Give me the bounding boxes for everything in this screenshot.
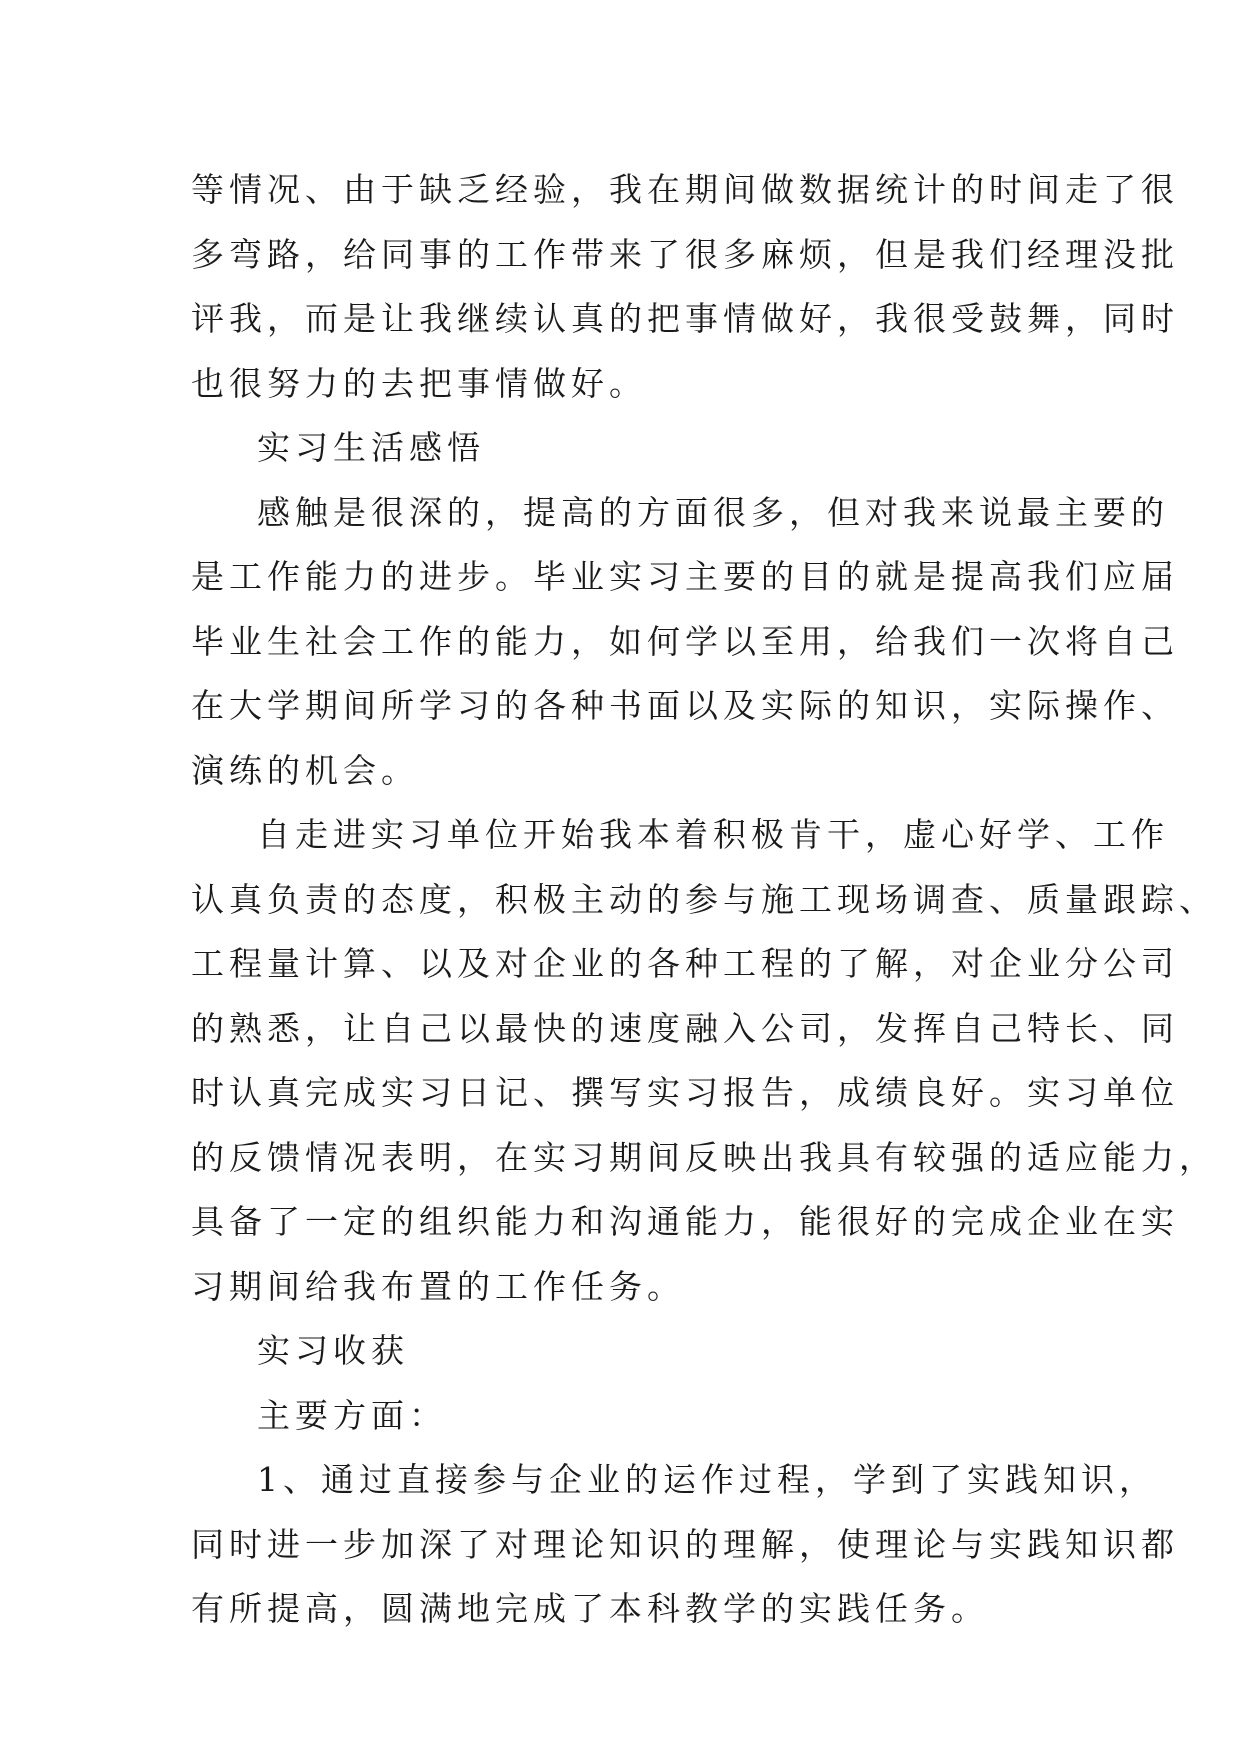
text-line: 认真负责的态度，积极主动的参与施工现场调查、质量跟踪、 xyxy=(191,879,1217,919)
text-line: 评我，而是让我继续认真的把事情做好，我很受鼓舞，同时 xyxy=(191,299,1179,338)
text-line: 是工作能力的进步。毕业实习主要的目的就是提高我们应届 xyxy=(191,557,1179,596)
paragraph-start-line: 自走进实习单位开始我本着积极肯干，虚心好学、工作 xyxy=(257,815,1169,854)
section-heading: 实习生活感悟 xyxy=(257,428,485,467)
text-line: 的熟悉，让自己以最快的速度融入公司，发挥自己特长、同 xyxy=(191,1008,1179,1048)
paragraph-start-line: 感触是很深的，提高的方面很多，但对我来说最主要的 xyxy=(257,492,1169,532)
subsection-label: 主要方面： xyxy=(257,1395,447,1435)
text-line: 毕业生社会工作的能力，如何学以至用，给我们一次将自己 xyxy=(191,621,1179,661)
text-line: 习期间给我布置的工作任务。 xyxy=(191,1266,685,1306)
text-line: 时认真完成实习日记、撰写实习报告，成绩良好。实习单位 xyxy=(191,1073,1179,1112)
text-line: 具备了一定的组织能力和沟通能力，能很好的完成企业在实 xyxy=(191,1202,1179,1241)
paragraph-start-line: 1、通过直接参与企业的运作过程，学到了实践知识， xyxy=(257,1460,1157,1499)
body-text xyxy=(191,158,1217,1642)
text-line: 多弯路，给同事的工作带来了很多麻烦，但是我们经理没批 xyxy=(191,234,1179,274)
text-line: 也很努力的去把事情做好。 xyxy=(191,363,647,403)
text-line: 工程量计算、以及对企业的各种工程的了解，对企业分公司 xyxy=(191,944,1179,983)
section-heading: 实习收获 xyxy=(257,1331,409,1370)
text-line: 演练的机会。 xyxy=(191,750,419,790)
text-line: 等情况、由于缺乏经验，我在期间做数据统计的时间走了很 xyxy=(191,170,1179,209)
text-line: 在大学期间所学习的各种书面以及实际的知识，实际操作、 xyxy=(191,686,1179,725)
text-line: 有所提高，圆满地完成了本科教学的实践任务。 xyxy=(191,1589,989,1628)
text-line: 的反馈情况表明，在实习期间反映出我具有较强的适应能力， xyxy=(191,1137,1217,1177)
text-line: 同时进一步加深了对理论知识的理解，使理论与实践知识都 xyxy=(191,1524,1179,1564)
